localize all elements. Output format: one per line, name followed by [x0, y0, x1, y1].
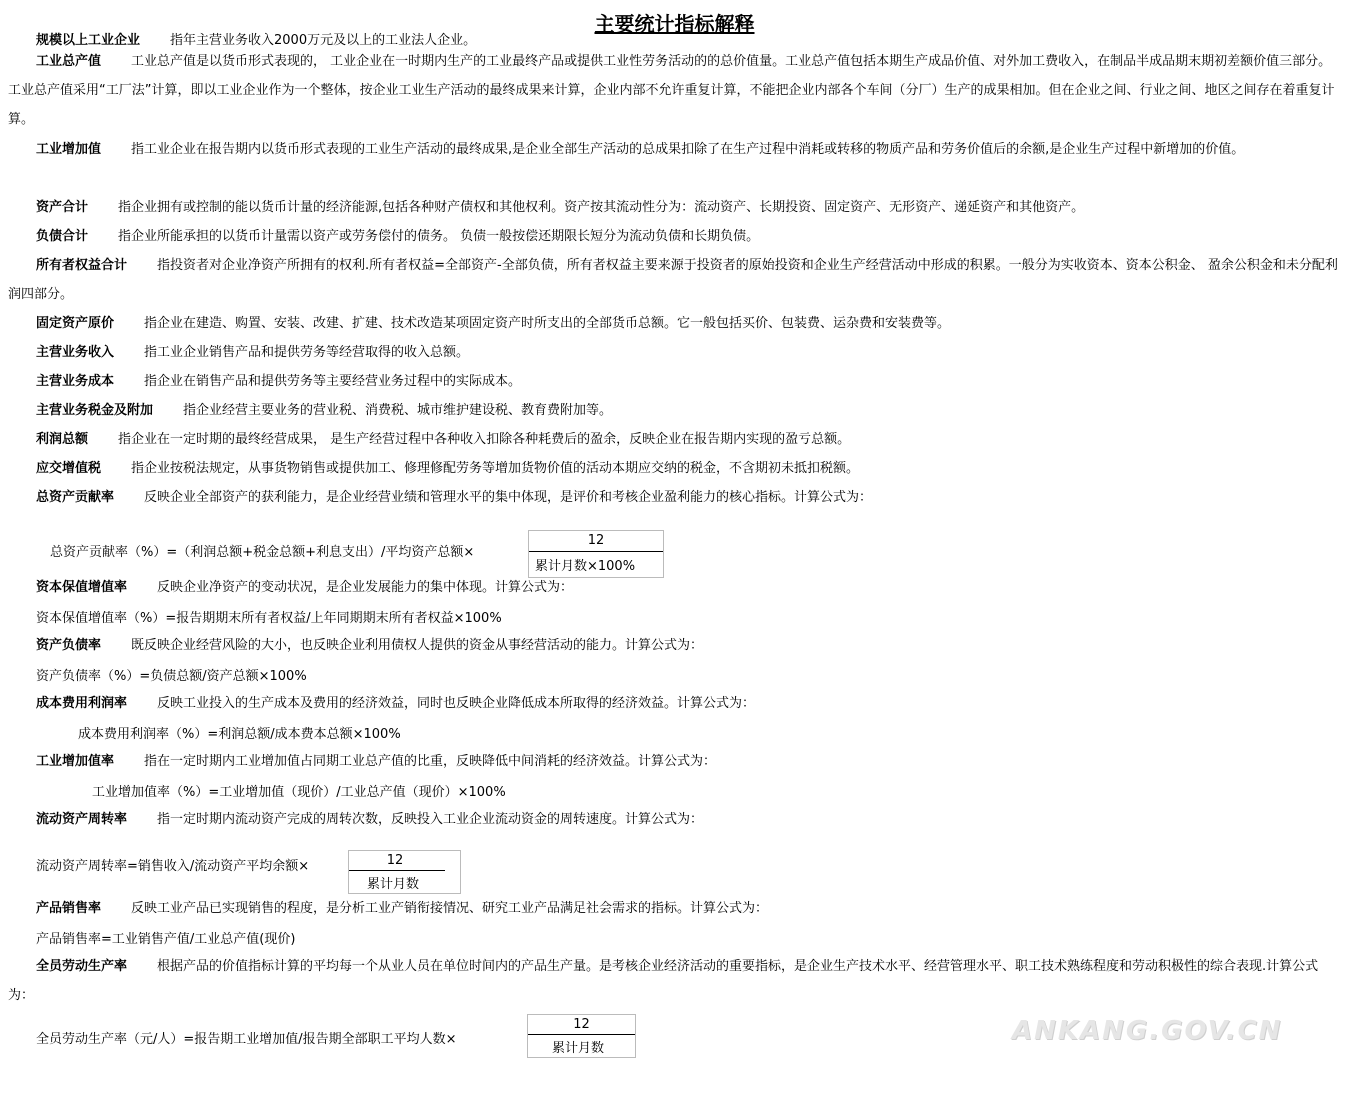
formula-value-added-rate: 工业增加值率（%）=工业增加值（现价）/工业总产值（现价）×100%: [92, 785, 506, 800]
entry-cost-profit-ratio: 成本费用利润率 反映工业投入的生产成本及费用的经济效益，同时也反映企业降低成本所取得的经济效益。计算公式为：: [36, 696, 756, 711]
entry-gross-industrial-output: 工业总产值 工业总产值是以货币形式表现的， 工业企业在一时期内生产的工业最终产品或提供工业性劳务活动的的总价值量。工业总产值包括本期生产成品价值、对外加工费收入，在制品半成品期末期初差额价值三部分。工业总产值采用“工厂法”计算，即以工业企业作为一个整体，按企业工业生产活动的最终成果来计算，企业内部不允许重复计算，不能把企业内部各个车间（分厂）生产的成果相加。但在企业之间、行业之间、地区之间存在着重复计算。: [8, 54, 1335, 127]
formula-cost-profit: 成本费用利润率（%）=利润总额/成本费本总额×100%: [78, 727, 401, 742]
entry-fixed-asset-original-value: 固定资产原价 指企业在建造、购置、安装、改建、扩建、技术改造某项固定资产时所支出的全部货币总额。它一般包括买价、包装费、运杂费和安装费等。: [36, 316, 951, 331]
entry-product-sales-rate: 产品销售率 反映工业产品已实现销售的程度，是分析工业产销衔接情况、研究工业产品满足社会需求的指标。计算公式为：: [36, 901, 769, 916]
fraction-denominator: 累计月数×100%: [535, 559, 636, 574]
site-watermark: ANKANG.GOV.CN: [1012, 1016, 1283, 1046]
formula-labor-productivity: 全员劳动生产率（元/人）=报告期工业增加值/报告期全部职工平均人数×: [36, 1032, 457, 1047]
fraction-total-asset-contribution: [528, 530, 664, 578]
page-title: 主要统计指标解释: [594, 12, 755, 36]
entry-current-asset-turnover: 流动资产周转率 指一定时期内流动资产完成的周转次数，反映投入工业企业流动资金的周转速度。计算公式为：: [36, 812, 704, 827]
entry-total-asset-contribution: 总资产贡献率 反映企业全部资产的获利能力，是企业经营业绩和管理水平的集中体现，是评价和考核企业盈利能力的核心指标。计算公式为：: [36, 490, 873, 505]
entry-industrial-enterprise-scale: 规模以上工业企业 指年主营业务收入2000万元及以上的工业法人企业。: [36, 33, 477, 48]
entry-main-business-revenue: 主营业务收入 指工业企业销售产品和提供劳务等经营取得的收入总额。: [36, 345, 470, 360]
entry-asset-liability-ratio: 资产负债率 既反映企业经营风险的大小，也反映企业利用债权人提供的资金从事经营活动的能力。计算公式为：: [36, 638, 704, 653]
fraction-bar: [349, 870, 445, 871]
entry-labor-productivity: 全员劳动生产率 根据产品的价值指标计算的平均每一个从业人员在单位时间内的产品生产量。是考核企业经济活动的重要指标，是企业生产技术水平、经营管理水平、职工技术熟练程度和劳动积极性的综合表现.计算公式为：: [8, 959, 1319, 1003]
fraction-bar: [529, 551, 663, 552]
entry-vat-payable: 应交增值税 指企业按税法规定，从事货物销售或提供加工、修理修配劳务等增加货物价值的活动本期应交纳的税金，不含期初未抵扣税额。: [36, 461, 860, 476]
entry-main-business-tax: 主营业务税金及附加 指企业经营主要业务的营业税、消费税、城市维护建设税、教育费附加等。: [36, 403, 613, 418]
entry-total-liabilities: 负债合计 指企业所能承担的以货币计量需以资产或劳务偿付的债务。 负债一般按偿还期限长短分为流动负债和长期负债。: [36, 229, 760, 244]
fraction-numerator: 12: [587, 533, 605, 548]
formula-sales-rate: 产品销售率=工业销售产值/工业总产值(现价): [36, 932, 296, 947]
entry-capital-preservation: 资本保值增值率 反映企业净资产的变动状况，是企业发展能力的集中体现。计算公式为：: [36, 580, 574, 595]
fraction-bar: [528, 1034, 635, 1035]
formula-total-asset-contribution: 总资产贡献率（%）=（利润总额+税金总额+利息支出）/平均资产总额×: [50, 545, 475, 560]
fraction-labor-productivity: [527, 1014, 636, 1058]
fraction-numerator: 12: [573, 1017, 590, 1032]
formula-current-asset-turnover: 流动资产周转率=销售收入/流动资产平均余额×: [36, 859, 310, 874]
fraction-numerator: 12: [386, 853, 404, 868]
fraction-current-asset-turnover: [348, 850, 461, 894]
entry-value-added-rate: 工业增加值率 指在一定时期内工业增加值占同期工业总产值的比重，反映降低中间消耗的经济效益。计算公式为：: [36, 754, 717, 769]
fraction-denominator: 累计月数: [367, 877, 420, 892]
entry-total-assets: 资产合计 指企业拥有或控制的能以货币计量的经济能源,包括各种财产债权和其他权利。资产按其流动性分为：流动资产、长期投资、固定资产、无形资产、递延资产和其他资产。: [36, 200, 1085, 215]
formula-asset-liability: 资产负债率（%）=负债总额/资产总额×100%: [36, 669, 307, 684]
entry-total-profit: 利润总额 指企业在一定时期的最终经营成果， 是生产经营过程中各种收入扣除各种耗费后的盈余，反映企业在报告期内实现的盈亏总额。: [36, 432, 851, 447]
fraction-denominator: 累计月数: [552, 1041, 605, 1056]
entry-main-business-cost: 主营业务成本 指企业在销售产品和提供劳务等主要经营业务过程中的实际成本。: [36, 374, 522, 389]
entry-owners-equity: 所有者权益合计 指投资者对企业净资产所拥有的权利.所有者权益=全部资产-全部负债，所有者权益主要来源于投资者的原始投资和企业生产经营活动中形成的积累。一般分为实收资本、资本公积金、 盈余公积金和未分配利润四部分。: [8, 258, 1338, 302]
formula-capital-preservation: 资本保值增值率（%）=报告期期末所有者权益/上年同期期末所有者权益×100%: [36, 611, 502, 626]
entry-industrial-value-added: 工业增加值 指工业企业在报告期内以货币形式表现的工业生产活动的最终成果,是企业全部生产活动的总成果扣除了在生产过程中消耗或转移的物质产品和劳务价值后的余额,是企业生产过程中新增加的价值。: [36, 142, 1245, 157]
